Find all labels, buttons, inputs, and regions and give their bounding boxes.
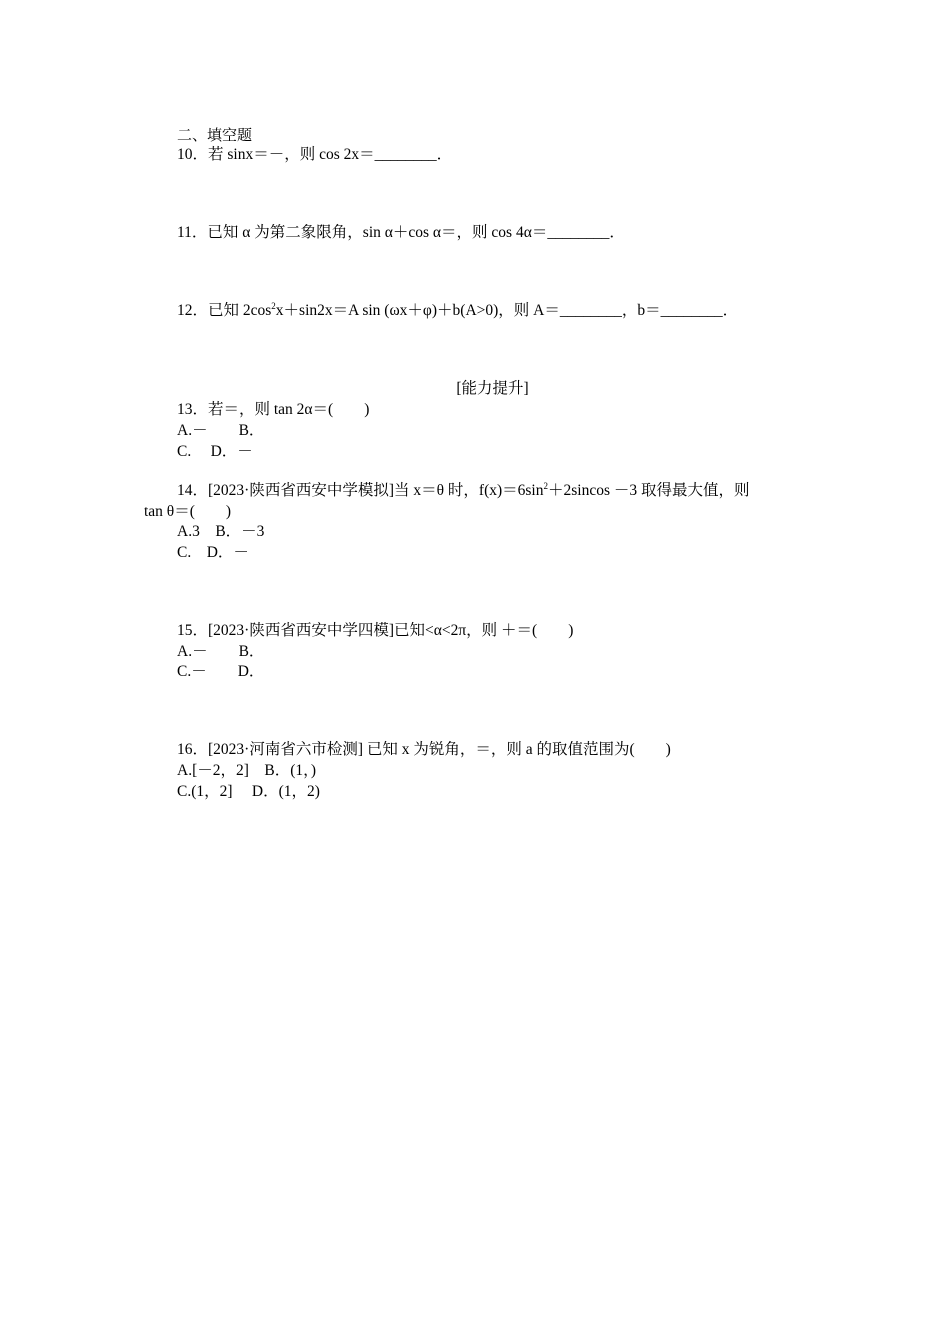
question-15-stem: 15．[2023·陕西省西安中学四模]已知<α<2π，则 ＋＝( ) bbox=[177, 622, 574, 639]
question-14-options-cd: C. D．－ bbox=[177, 544, 249, 561]
section-title: 二、填空题 bbox=[177, 126, 253, 144]
question-15-options-ab: A.－ B． bbox=[177, 643, 265, 660]
question-14-options-ab: A.3 B．－3 bbox=[177, 523, 265, 540]
question-13-options-cd: C. D．－ bbox=[177, 443, 253, 460]
question-12-text-b: x＋sin2x＝A sin (ωx＋φ)＋b(A>0)，则 A＝________，b＝________． bbox=[275, 302, 739, 319]
question-16-options-cd: C.(1，2] D．(1，2) bbox=[177, 783, 320, 800]
question-13-stem: 13．若＝，则 tan 2α＝( ) bbox=[177, 401, 370, 418]
question-12 bbox=[177, 301, 738, 321]
question-15-options-cd: C.－ D． bbox=[177, 663, 265, 680]
subsection-title: [能力提升] bbox=[456, 380, 529, 397]
question-13-options-ab: A.－ B． bbox=[177, 422, 265, 439]
question-14-text-a: 14．[2023·陕西省西安中学模拟]当 x＝θ 时，f(x)＝6sin bbox=[177, 482, 544, 499]
question-14-stem-line2: tan θ＝( ) bbox=[144, 503, 232, 520]
question-14-stem bbox=[177, 481, 750, 501]
question-14-superscript: 2 bbox=[543, 481, 548, 491]
question-16-stem: 16．[2023·河南省六市检测] 已知 x 为锐角，＝，则 a 的取值范围为( ) bbox=[177, 741, 671, 758]
question-11: 11．已知 α 为第二象限角，sin α＋cos α＝，则 cos 4α＝________． bbox=[177, 224, 625, 241]
question-16-options-ab: A.[－2，2] B．(1，) bbox=[177, 762, 317, 779]
question-10: 10．若 sinx＝－，则 cos 2x＝________． bbox=[177, 146, 453, 163]
question-12-superscript: 2 bbox=[271, 301, 276, 311]
question-12-text-a: 12．已知 2cos bbox=[177, 302, 272, 319]
question-14-text-b: ＋2sincos －3 取得最大值，则 bbox=[547, 482, 750, 499]
